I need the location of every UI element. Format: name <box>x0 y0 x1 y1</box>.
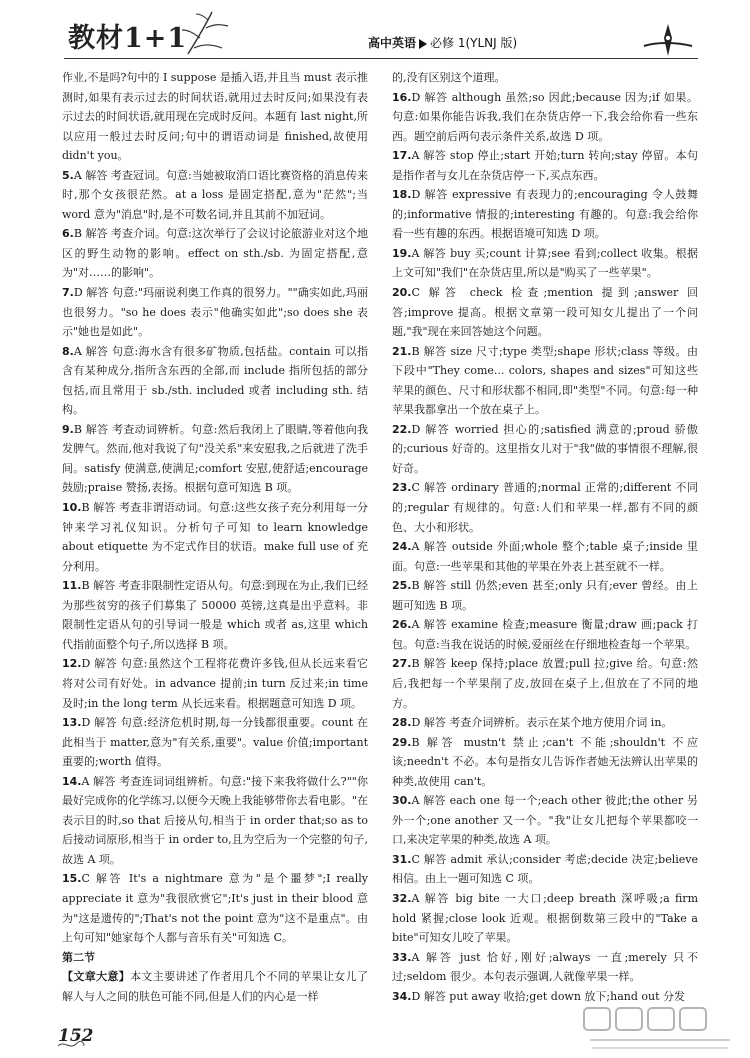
item-text: C 解答 check 检查;mention 提到;answer 回答;improve 提高。根据文章第一段可知女儿提出了一个问题,"我"现在来回答她这个问题。 <box>392 286 698 339</box>
answer-item <box>62 498 368 576</box>
answer-item <box>62 342 368 420</box>
item-text: D 解答 expressive 有表现力的;encouraging 令人鼓舞的;informative 情报的;interesting 有趣的。句意:我会给你看一些有趣的东西。根据语境可知选 D 项。 <box>392 188 698 241</box>
answer-item <box>62 772 368 870</box>
item-text: A 解答 句意:海水含有很多矿物质,包括盐。contain 可以指含有某种成分,指所含东西的全部,而 include 指所包括的部分包括,而且常用于 sb./sth. included 或者 including sth. 结构。 <box>62 344 368 417</box>
answer-item <box>392 948 698 987</box>
answer-item <box>62 224 368 283</box>
answer-item <box>392 478 698 537</box>
brand-logo: 教材1+1 <box>68 23 188 54</box>
subject-label <box>368 34 517 51</box>
answer-columns <box>62 68 704 1018</box>
item-text: A 解答 examine 检查;measure 衡量;draw 画;pack 打包。句意:当我在说话的时候,爱丽丝在仔细地检查每一个苹果。 <box>392 618 698 651</box>
header-rule <box>64 58 698 59</box>
item-number: 21. <box>392 344 412 358</box>
answer-item <box>392 88 698 147</box>
summary-tag: 【文章大意】 <box>62 970 131 984</box>
item-number: 23. <box>392 481 412 495</box>
answer-item <box>392 342 698 420</box>
item-number: 17. <box>392 149 412 163</box>
section-heading: 第二节 <box>62 950 95 964</box>
right-items <box>392 88 698 1007</box>
item-text: D 解答 worried 担心的;satisfied 满意的;proud 骄傲的;curious 好奇的。这里指女儿对于"我"做的事情很不理解,很好奇。 <box>392 422 698 475</box>
item-text: D 解答 句意:经济危机时期,每一分钱都很重要。count 在此相当于 matter,意为"有关系,重要"。value 价值;important 重要的;worth 值得。 <box>62 716 368 769</box>
item-text: C 解答 admit 承认;consider 考虑;decide 决定;believe 相信。由上一题可知选 C 项。 <box>392 852 698 886</box>
item-number: 20. <box>392 286 412 300</box>
item-number: 30. <box>392 794 412 808</box>
right-column <box>392 68 698 1006</box>
left-column <box>62 68 368 1006</box>
answer-item <box>392 537 698 576</box>
item-text: A 解答 outside 外面;whole 整个;table 桌子;inside 里面。句意:一些苹果和其他的苹果在外表上甚至就不一样。 <box>392 540 698 573</box>
item-number: 16. <box>392 90 412 104</box>
answer-item <box>392 146 698 185</box>
item-text: B 解答 考查介词。句意:这次举行了会议讨论旅游业对这个地区的野生动物的影响。effect on sth./sb. 为固定搭配,意为"对……的影响"。 <box>62 227 368 280</box>
answer-item <box>62 576 368 654</box>
item-text: C 解答 ordinary 普通的;normal 正常的;different 不同的;regular 有规律的。句意:人们和苹果一样,都有不同的颜色、大小和形状。 <box>392 481 698 534</box>
item-number: 33. <box>392 950 412 964</box>
item-text: B 解答 keep 保持;place 放置;pull 拉;give 给。句意:然后,我把每一个苹果削了皮,放回在桌子上,但放在了不同的地方。 <box>392 657 698 710</box>
answer-item <box>392 244 698 283</box>
answer-item <box>392 733 698 792</box>
answer-item <box>62 869 368 947</box>
item-text: B 解答 考查非谓语动词。句意:这些女孩子充分利用每一分钟来学习礼仪知识。分析句子可知 to learn knowledge about etiquette 为不定式作目的状语。make full use of 充分利用。 <box>62 501 368 573</box>
item-text: B 解答 mustn't 禁止;can't 不能;shouldn't 不应该;needn't 不必。本句是指女儿告诉作者她无法辨认出苹果的种类,故使用 can't。 <box>392 735 698 788</box>
answer-item <box>392 576 698 615</box>
item-text: D 解答 句意:虽然这个工程将花费许多钱,但从长远来看它将对公司有好处。in advance 提前;in turn 反过来;in time 及时;in the long term 从长远来看。根据题意可知选 D 项。 <box>62 657 368 710</box>
item-text: A 解答 each one 每一个;each other 彼此;the other 另外一个;one another 又一个。"我"让女儿把每个苹果都咬一口,来决定苹果的种类,故选 A 项。 <box>392 794 698 847</box>
item-text: C 解答 It's a nightmare 意为"是个噩梦";I really appreciate it 意为"我很欣赏它";It's just in their blood 意为"这是遗传的";That's not the point 意为"这不是重点"。由上句可知"她家每个人都与音乐有关"可知选 C。 <box>62 872 368 945</box>
item-number: 26. <box>392 618 412 632</box>
item-number: 18. <box>392 188 412 202</box>
left-continuation: 作业,不是吗?句中的 I suppose 是插入语,并且当 must 表示推测时,如果有表示过去的时间状语,就用过去时反问;如果没有表示过去的时间状语,就用现在完成时反问。本题有 last night,所以应用一般过去时反问;句中的谓语动词是 finished,故使用 didn't you。 <box>62 71 368 163</box>
item-number: 24. <box>392 540 412 554</box>
subject-name: 高中英语 <box>368 36 417 50</box>
item-text: D 解答 although 虽然;so 因此;because 因为;if 如果。句意:如果你能告诉我,我们在杂货店停一下,我会给你看一些东西。题空前后两句表示条件关系,故选 D 项。 <box>392 90 698 143</box>
article-summary <box>62 967 368 1006</box>
item-text: D 解答 考查介词辨析。表示在某个地方使用介词 in。 <box>411 716 673 730</box>
item-number: 29. <box>392 735 412 749</box>
answer-item <box>392 654 698 713</box>
page-number: 152 <box>58 1026 94 1046</box>
item-number: 14. <box>62 774 82 788</box>
item-number: 11. <box>62 579 82 593</box>
item-number: 13. <box>62 716 82 730</box>
answer-item <box>62 713 368 772</box>
item-text: A 解答 stop 停止;start 开始;turn 转向;stay 停留。本句是指作者与女儿在杂货店停一下,买点东西。 <box>392 149 698 182</box>
item-text: A 解答 big bite 一大口;deep breath 深呼吸;a firm hold 紧握;close look 近观。根据倒数第三段中的"Take a bite"可知女儿咬了苹果。 <box>392 891 698 945</box>
right-continuation: 的,没有区别这个道理。 <box>392 71 506 84</box>
item-number: 25. <box>392 579 412 593</box>
item-text: A 解答 just 恰好,刚好;always 一直;merely 只不过;seldom 很少。本句表示强调,人就像苹果一样。 <box>392 950 698 984</box>
item-number: 7. <box>62 286 74 300</box>
item-number: 8. <box>62 344 74 358</box>
summary-text: 本文主要讲述了作者用几个不同的苹果让女儿了解人与人之间的肤色可能不同,但是人们的内心是一样 <box>62 970 368 1003</box>
item-text: A 解答 buy 买;count 计算;see 看到;collect 收集。根据上文可知"我们"在杂货店里,所以是"购买了一些苹果"。 <box>392 246 698 280</box>
item-text: A 解答 考查连词词组辨析。句意:"接下来我将做什么?""你最好完成你的化学练习,以便今天晚上我能够带你去看电影。"在表示目的时,so that 后接从句,相当于 in order that;so as to 后接动词原形,相当于 in order to,且为空后为一个完整的句子,故选 A 项。 <box>62 774 368 866</box>
item-number: 22. <box>392 422 412 436</box>
item-text: B 解答 size 尺寸;type 类型;shape 形状;class 等级。由下段中"They come... colors, shapes and sizes"可知这些苹果的颜色、尺寸和形状都不相同,即"类型"不同。句意:每一种苹果我都拿出一个放在桌子上。 <box>392 344 698 417</box>
item-text: D 解答 句意:"玛丽说利奥工作真的很努力。""确实如此,玛丽也很努力。"so he does 表示"他确实如此";so does she 表示"她也是如此"。 <box>62 286 368 339</box>
page-header <box>0 0 750 62</box>
item-number: 15. <box>62 872 82 886</box>
answer-item <box>392 420 698 479</box>
item-text: B 解答 考查非限制性定语从句。句意:到现在为止,我们已经为那些贫穷的孩子们募集了 50000 英镑,这真是出乎意料。非限制性定语从句的引导词一般是 which 或者 as,这里 which 代指前面整个句子,所以选择 B 项。 <box>62 579 368 651</box>
item-text: A 解答 考查冠词。句意:当她被取消口语比赛资格的消息传来时,那个女孩很茫然。at a loss 是固定搭配,意为"茫然";当 word 意为"消息"时,是不可数名词,并且其前不加冠词。 <box>62 168 368 221</box>
volume-label: 必修 1(YLNJ 版) <box>430 36 518 50</box>
answer-item <box>62 420 368 498</box>
answer-item <box>62 166 368 225</box>
item-number: 32. <box>392 891 412 905</box>
item-number: 5. <box>62 168 74 182</box>
answer-item <box>392 615 698 654</box>
item-number: 19. <box>392 246 412 260</box>
item-text: B 解答 still 仍然;even 甚至;only 只有;ever 曾经。由上题可知选 B 项。 <box>392 579 698 612</box>
answer-item <box>392 889 698 948</box>
left-items <box>62 166 368 948</box>
item-number: 27. <box>392 657 412 671</box>
item-number: 28. <box>392 716 412 730</box>
mxqe-watermark <box>580 1004 740 1056</box>
answer-item <box>62 654 368 713</box>
play-triangle-icon <box>419 39 427 49</box>
item-number: 6. <box>62 227 74 241</box>
item-number: 31. <box>392 852 412 866</box>
answer-item <box>392 713 698 733</box>
item-text: B 解答 考查动词辨析。句意:然后我闭上了眼睛,等着他向我发脾气。然而,他对我说了句"没关系"来安慰我,之后就进了洗手间。satisfy 使满意,使满足;comfort 安慰,使舒适;encourage 鼓励;praise 赞扬,表扬。根据句意可知选 B 项。 <box>62 422 368 495</box>
item-number: 9. <box>62 422 74 436</box>
item-number: 34. <box>392 989 412 1003</box>
item-text: D 解答 put away 收拾;get down 放下;hand out 分发 <box>411 989 686 1003</box>
answer-item <box>392 283 698 342</box>
item-number: 12. <box>62 657 82 671</box>
pen-nib-ornament-icon <box>640 20 696 60</box>
answer-item <box>392 850 698 889</box>
plant-sprig-icon <box>178 8 238 58</box>
answer-item <box>392 185 698 244</box>
answer-item <box>62 283 368 342</box>
answer-item <box>392 791 698 850</box>
page-swirl-icon <box>56 1040 86 1050</box>
item-number: 10. <box>62 501 82 515</box>
